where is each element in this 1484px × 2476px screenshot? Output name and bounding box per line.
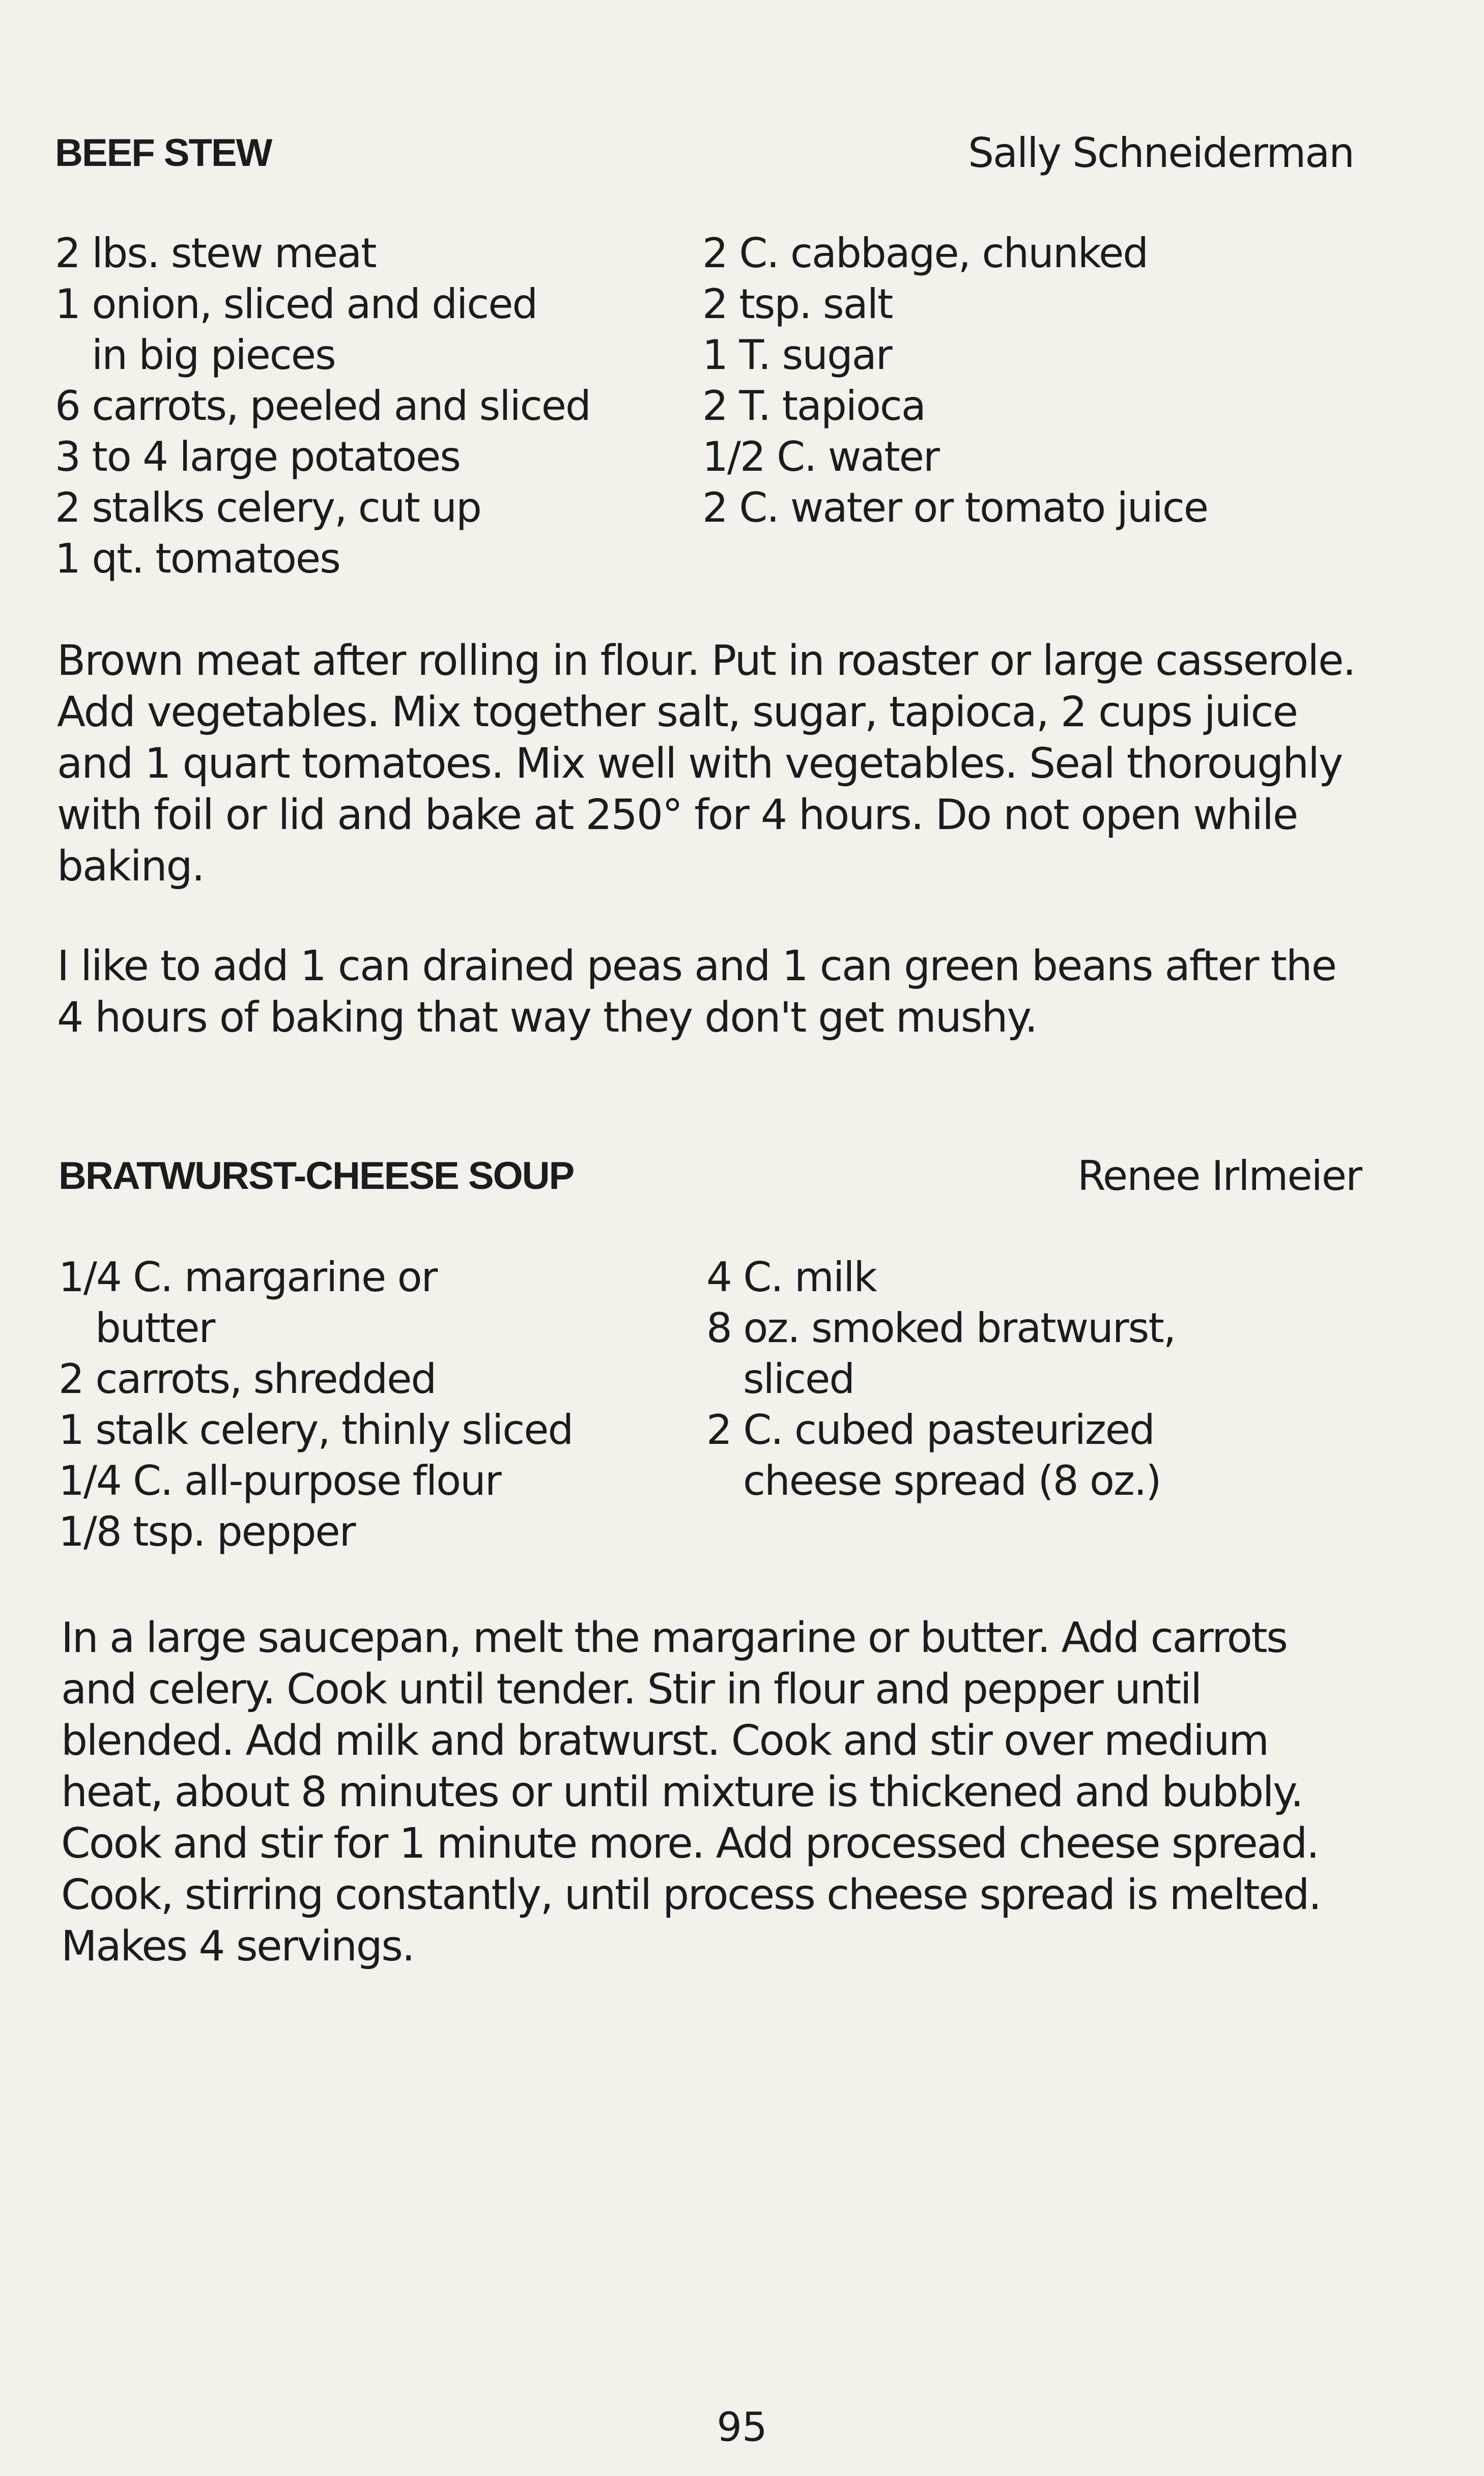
- ingredient-item: 8 oz. smoked bratwurst,: [706, 1304, 1176, 1352]
- recipe-note: I like to add 1 can drained peas and 1 can green beans after the 4 hours of baking that way they don't get mushy.: [57, 942, 1336, 1042]
- ingredient-item: 3 to 4 large potatoes: [55, 433, 460, 480]
- recipe-header-bratwurst-cheese-soup: [59, 1145, 1361, 1206]
- recipe-author: Renee Irlmeier: [1077, 1152, 1361, 1200]
- page-number: 95: [717, 2405, 767, 2451]
- ingredient-item: 1 stalk celery, thinly sliced: [59, 1406, 573, 1454]
- ingredient-item: 6 carrots, peeled and sliced: [55, 382, 590, 430]
- ingredients-right-column: [706, 1252, 1175, 1506]
- recipe-directions: Brown meat after rolling in flour. Put in roaster or large casserole. Add vegetables. Mix together salt, sugar, tapioca, 2 cups juice and 1 quart tomatoes. Mix well with vegetables. Seal thoroughly with foil or lid and bake at 250° for 4 hours. Do not open while baking.: [57, 637, 1355, 891]
- ingredient-item: 1/2 C. water: [702, 433, 939, 480]
- ingredient-item: in big pieces: [92, 331, 335, 379]
- ingredients-right-column: [702, 228, 1208, 533]
- ingredient-item: 2 stalks celery, cut up: [55, 484, 481, 531]
- ingredient-item: 2 tsp. salt: [702, 280, 893, 328]
- ingredient-item: 1 qt. tomatoes: [55, 535, 340, 582]
- ingredient-item: 2 C. water or tomato juice: [702, 484, 1208, 531]
- ingredient-item: 1/4 C. margarine or: [59, 1254, 437, 1301]
- ingredients-left-column: [55, 228, 590, 584]
- recipe-title: BEEF STEW: [55, 131, 272, 175]
- ingredient-item: 1 T. sugar: [702, 331, 892, 379]
- ingredients-left-column: [59, 1252, 573, 1557]
- ingredient-item: 2 lbs. stew meat: [55, 230, 376, 277]
- ingredient-item: 1/4 C. all-purpose flour: [59, 1457, 501, 1504]
- ingredient-item: 4 C. milk: [706, 1254, 876, 1301]
- ingredient-item: 2 T. tapioca: [702, 382, 925, 430]
- ingredient-item: cheese spread (8 oz.): [743, 1457, 1161, 1504]
- ingredient-item: 1 onion, sliced and diced: [55, 280, 537, 328]
- ingredient-item: butter: [95, 1304, 215, 1352]
- recipe-header-beef-stew: [55, 122, 1354, 183]
- ingredient-item: 2 carrots, shredded: [59, 1355, 436, 1403]
- ingredient-item: 2 C. cubed pasteurized: [706, 1406, 1154, 1454]
- ingredient-item: sliced: [743, 1355, 854, 1403]
- ingredient-item: 1/8 tsp. pepper: [59, 1508, 355, 1555]
- recipe-directions: In a large saucepan, melt the margarine or butter. Add carrots and celery. Cook until tender. Stir in flour and pepper until blended. Add milk and bratwurst. Cook and stir over medium heat, about 8 minutes or until mixture is thickened and bubbly. Cook and stir for 1 minute more. Add processed cheese spread. Cook, stirring constantly, until process cheese spread is melted. Makes 4 servings.: [61, 1614, 1321, 1971]
- recipe-title: BRATWURST-CHEESE SOUP: [59, 1154, 574, 1198]
- recipe-author: Sally Schneiderman: [968, 129, 1354, 177]
- ingredient-item: 2 C. cabbage, chunked: [702, 230, 1148, 277]
